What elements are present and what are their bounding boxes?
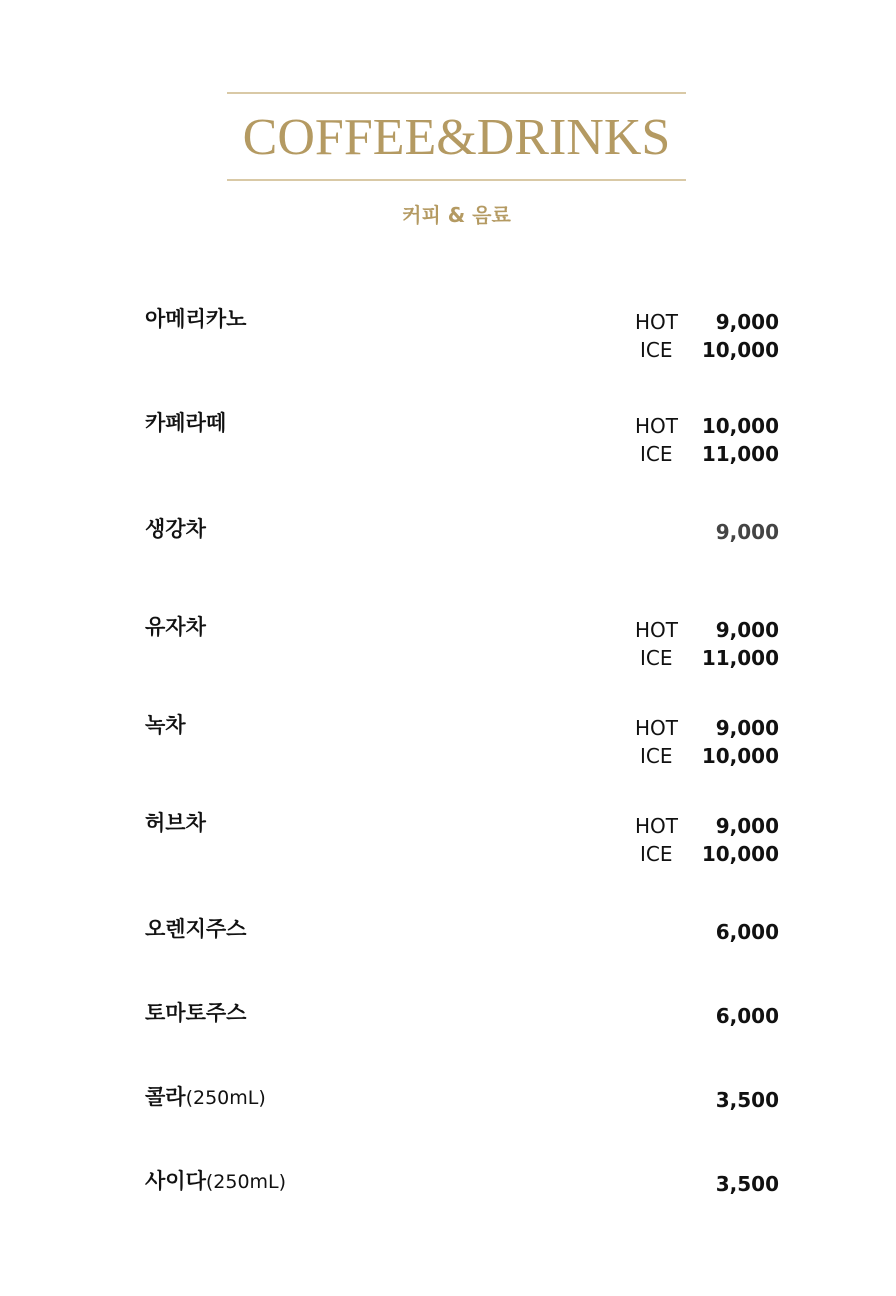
menu-item-green-tea: [145, 710, 785, 770]
price-ice: 11,000: [701, 442, 779, 466]
price-ice: 11,000: [701, 646, 779, 670]
price-hot: 9,000: [715, 814, 779, 838]
menu-item-herb-tea: [145, 808, 785, 868]
price-ice: 10,000: [701, 842, 779, 866]
item-volume-note: (250mL): [185, 1087, 266, 1109]
menu-item-cola: [145, 1082, 785, 1142]
page-title: COFFEE&DRINKS: [242, 109, 671, 166]
item-name-text: 사이다: [145, 1169, 206, 1193]
item-name: 유자차: [145, 615, 206, 639]
item-name: [145, 1082, 266, 1113]
price: 6,000: [715, 920, 779, 944]
price-hot: 9,000: [715, 310, 779, 334]
price-line-ice: [615, 840, 779, 868]
price-line-ice: [615, 644, 779, 672]
price: 9,000: [715, 520, 779, 544]
price-ice: 10,000: [701, 744, 779, 768]
item-name: 허브차: [145, 811, 206, 835]
option-label-ice: ICE: [640, 842, 673, 866]
price-line-ice: [615, 742, 779, 770]
item-name-text: 콜라: [145, 1085, 186, 1109]
item-name: 녹차: [145, 713, 186, 737]
item-name: 오렌지주스: [145, 917, 247, 941]
item-name: 아메리카노: [145, 307, 247, 331]
price-line: [615, 518, 779, 546]
option-label-ice: ICE: [640, 744, 673, 768]
price: 3,500: [715, 1172, 779, 1196]
price-hot: 9,000: [715, 618, 779, 642]
price-hot: 10,000: [701, 414, 779, 438]
item-name: 카페라떼: [145, 411, 227, 435]
item-name: [145, 1166, 286, 1197]
menu-item-yuja-tea: [145, 612, 785, 672]
price-line-hot: [615, 616, 779, 644]
price-line-hot: [615, 412, 779, 440]
price-line-hot: [615, 714, 779, 742]
option-label-hot: HOT: [635, 414, 678, 438]
menu-item-latte: [145, 408, 785, 468]
option-label-hot: HOT: [635, 618, 678, 642]
option-label-hot: HOT: [635, 814, 678, 838]
price: 3,500: [715, 1088, 779, 1112]
item-volume-note: (250mL): [205, 1171, 287, 1193]
item-name: 생강차: [145, 517, 206, 541]
price-line: [615, 1170, 779, 1198]
price-ice: 10,000: [701, 338, 779, 362]
option-label-ice: ICE: [640, 646, 673, 670]
menu-item-cider: [145, 1166, 785, 1226]
price-line-hot: [615, 308, 779, 336]
price-line-ice: [615, 440, 779, 468]
price-line: [615, 1086, 779, 1114]
price-line-ice: [615, 336, 779, 364]
page-subtitle: 커피 & 음료: [402, 203, 511, 227]
price-line-hot: [615, 812, 779, 840]
price-hot: 9,000: [715, 716, 779, 740]
header-bottom-rule: [227, 179, 686, 181]
option-label-ice: ICE: [640, 442, 673, 466]
option-label-hot: HOT: [635, 716, 678, 740]
menu-item-ginger-tea: [145, 514, 785, 574]
menu-item-orange-juice: [145, 914, 785, 974]
option-label-hot: HOT: [635, 310, 678, 334]
option-label-ice: ICE: [640, 338, 673, 362]
menu-item-tomato-juice: [145, 998, 785, 1058]
menu-item-americano: [145, 304, 785, 364]
price-line: [615, 918, 779, 946]
price: 6,000: [715, 1004, 779, 1028]
item-name: 토마토주스: [145, 1001, 247, 1025]
price-line: [615, 1002, 779, 1030]
header-top-rule: [227, 92, 686, 94]
